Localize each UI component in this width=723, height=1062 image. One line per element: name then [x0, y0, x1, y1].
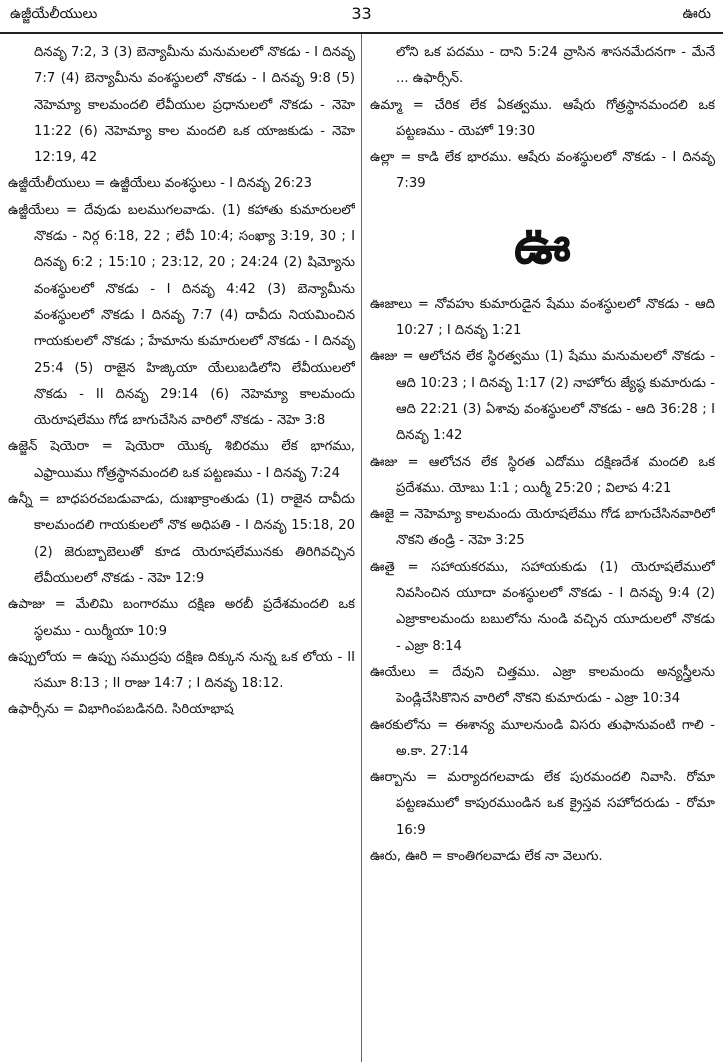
dictionary-entry: ఉపాజు = మేలిమి బంగారము దక్షిణ అరబీ ప్రదేశమందలి ఒక స్థలము - యిర్మీయా 10:9 [8, 597, 355, 639]
column-divider [361, 34, 362, 1062]
dictionary-entry: ఊజాలు = నోవహు కుమారుడైన షేము వంశస్థులలో నొకడు - ఆది 10:27 ; I దినవృ 1:21 [370, 296, 715, 339]
dictionary-entry: ఊరు, ఊరి = కాంతిగలవాడు లేక నా వెలుగు. [370, 849, 603, 865]
dictionary-entry: ఉప్పులోయ = ఉప్పు సముద్రపు దక్షిణ దిక్కున నున్న ఒక లోయ - II సమూ 8:13 ; II రాజు 14:7 ; I దినవృ 18:12. [8, 649, 355, 692]
right-column-top [370, 40, 715, 198]
dictionary-entry: ఉమ్మా = చేరిక లేక ఏకత్వము. ఆషేరు గోత్రస్థానమందలి ఒక పట్టణము - యెహో 19:30 [370, 97, 715, 139]
dictionary-entry: ఉల్లా = కాడి లేక భారము. ఆషేరు వంశస్థులలో నొకడు - I దినవృ 7:39 [370, 150, 715, 192]
dictionary-entry: ఊర్బాను = మర్యాదగలవాడు లేక పురమందలి నివాసి. రోమా పట్టణములో కాపురముండిన ఒక క్రైస్తవ సహోదరుడు - రోమా 16:9 [370, 770, 715, 838]
page-header [0, 0, 723, 30]
right-column-bottom [370, 292, 715, 871]
dictionary-entry: ఉజ్జెన్ షెయెరా = షెయెరా యొక్క శిబిరము లేక భాగము, ఎఫ్రాయిము గోత్రస్థానమందలి ఒక పట్టణము - I దినవృ 7:24 [8, 439, 355, 481]
right-column [370, 40, 715, 870]
dictionary-entry: ఊరకులోను = ఈశాన్య మూలనుండి విసరు తుఫానువంటి గాలి - అ.కా. 27:14 [370, 717, 715, 759]
header-right-guideword: ఊరు [682, 6, 711, 22]
dictionary-entry: ఊజై = నెహెమ్యా కాలమందు యెరూషలేము గోడ బాగుచేసినవారిలో నొకని తండ్రి - నెహె 3:25 [370, 507, 715, 549]
dictionary-entry: ఉన్నీ = బాధపరచబడువాడు, దుఃఖాక్రాంతుడు (1) రాజైన దావీదు కాలమందలి గాయకులలో నొక అధిపతి - I దినవృ 15:18, 20 (2) జెరుబ్బాబెలుతో కూడ యెరూషలేమునకు తిరిగివచ్చిన లేవీయులలో నొకడు - నెహె 12:9 [8, 492, 355, 586]
dictionary-entry: దినవృ 7:2, 3 (3) బెన్యామీను మనుమలలో నొకడు - I దినవృ 7:7 (4) బెన్యామీను వంశస్థులలో నొకడు - I దినవృ 9:8 (5) నెహెమ్యా కాలమందలి లేవీయుల ప్రధానులలో నొకడు - నెహె 11:22 (6) నెహెమ్యా కాల మందలి ఒక యాజకుడు - నెహె 12:19, 42 [34, 45, 355, 166]
section-letter: ఊ [514, 215, 571, 276]
dictionary-entry: ఊజు = ఆలోచన లేక స్థిరత్వము (1) షేము మనుమలలో నొకడు - ఆది 10:23 ; I దినవృ 1:17 (2) నాహోరు జ్యేష్ఠ కుమారుడు - ఆది 22:21 (3) ఏశావు వంశస్థులలో నొకడు - ఆది 36:28 ; I దినవృ 1:42 [370, 349, 715, 444]
dictionary-entry: ఉజ్జీయేలీయులు = ఉజ్జీయేలు వంశస్థులు - I దినవృ 26:23 [8, 176, 312, 192]
page-number: 33 [351, 4, 372, 23]
dictionary-entry: ఊజు = ఆలోచన లేక స్థిరత ఎదోము దక్షిణదేశ మందలి ఒక ప్రదేశము. యోబు 1:1 ; యిర్మీ 25:20 ; విలాప 4:21 [370, 454, 715, 496]
dictionary-entry: లోని ఒక పదము - దాని 5:24 వ్రాసిన శాసనమేదనగా - మేనే ... ఉఫార్సీన్. [396, 45, 715, 87]
dictionary-entry: ఊతై = సహాయకరము, సహాయకుడు (1) యెరూషలేములో నివసించిన యూదా వంశస్థులలో నొకడు - I దినవృ 9:4 (2) ఎజ్రాకాలమందు బబులోను నుండి వచ్చిన యూదులలో నొకడు - ఎజ్రా 8:14 [370, 559, 715, 654]
dictionary-entry: ఉఫార్సీను = విభాగింపబడినది. సిరియాభాష [8, 702, 234, 718]
dictionary-entry: ఊయేలు = దేవుని చిత్తము. ఎజ్రా కాలమందు అన్యస్త్రీలను పెండ్లిచేసికొనిన వారిలో నొకని కుమారుడు - ఎజ్రా 10:34 [370, 664, 715, 707]
dictionary-entry: ఉజ్జీయేలు = దేవుడు బలముగలవాడు. (1) కహాతు కుమారులలో నొకడు - నిర్గ 6:18, 22 ; లేవీ 10:4; సంఖ్యా 3:19, 30 ; I దినవృ 6:2 ; 15:10 ; 23:12, 20 ; 24:24 (2) షిమ్యోను వంశస్థులలో నొకడు - I దినవృ 4:42 (3) బెన్యామీను వంశస్థులలో నొకడు I దినవృ 7:7 (4) దావీదు నియమించిన గాయకులలో నొకడు ; హేమాను కుమారులలో నొకడు - I దినవృ 25:4 (5) రాజైన హిజ్కియా యేలుబడిలోని లేవీయులలో నొకడు - II దినవృ 29:14 (6) నెహెమ్యా కాలమందు యెరూషలేము గోడ బాగుచేసిన వారిలో నొకడు - నెహె 3:8 [8, 202, 355, 429]
header-left-guideword: ఉజ్జీయేలీయులు [10, 6, 98, 22]
left-column [8, 40, 355, 724]
